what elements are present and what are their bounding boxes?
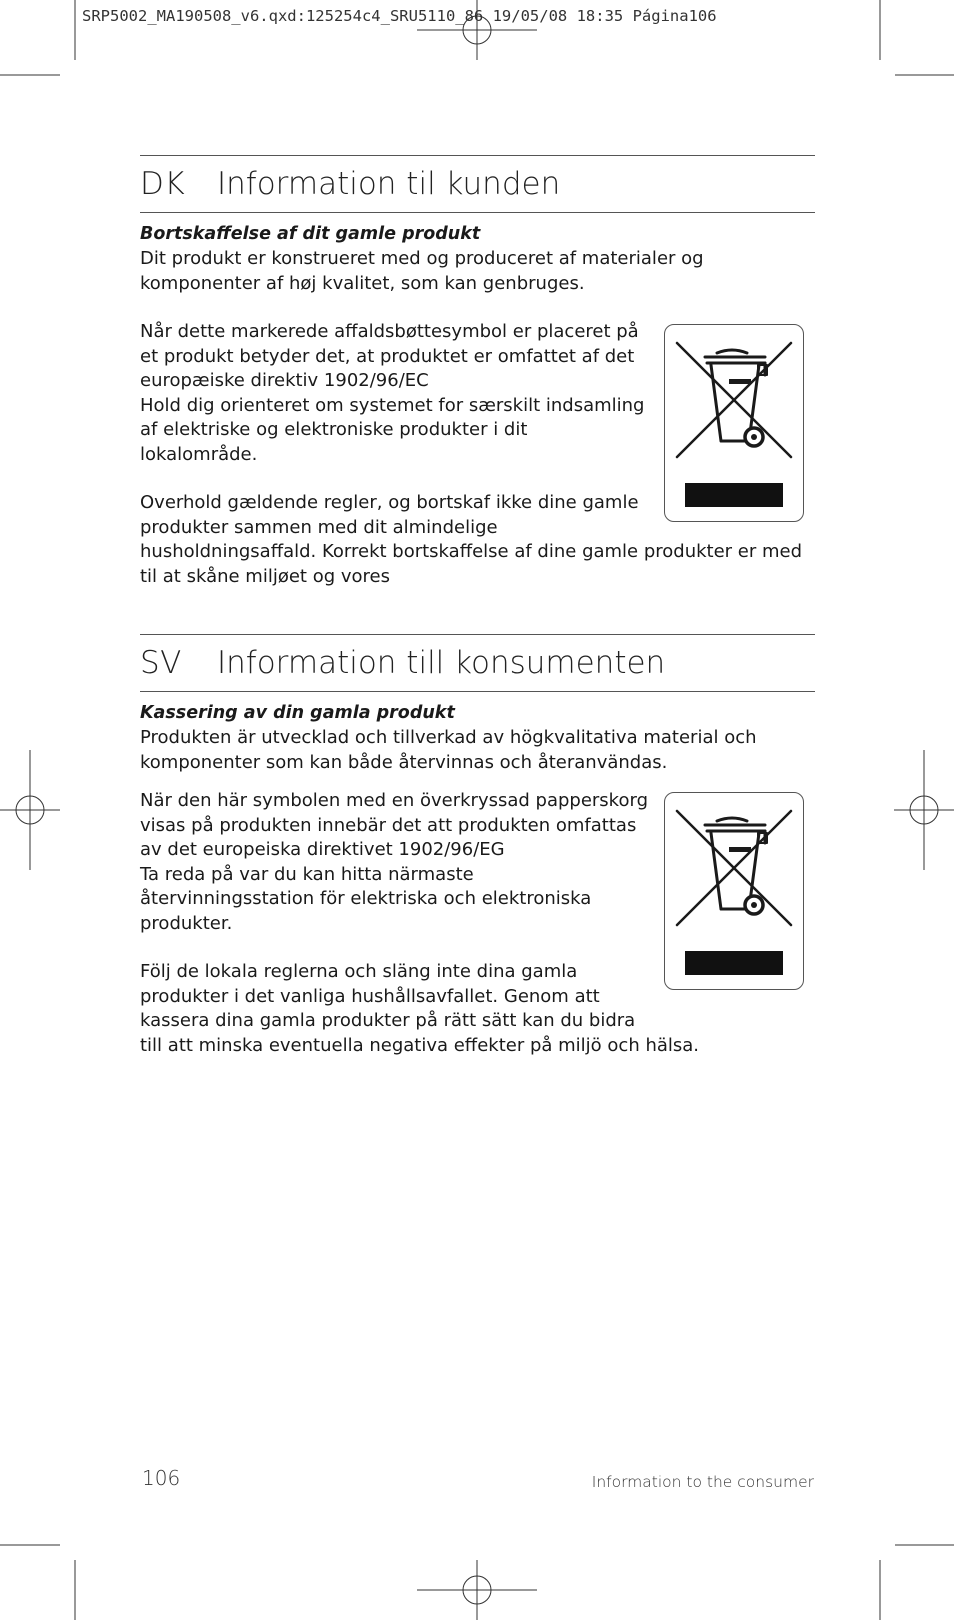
paragraph: Når dette markerede affaldsbøttesymbol er placeret på et produkt betyder det, at produktet er omfattet af det europæiske direktiv 1902/96/EC bbox=[140, 321, 639, 391]
printer-slug: SRP5002_MA190508_v6.qxd:125254c4_SRU5110_86 19/05/08 18:35 Página106 bbox=[82, 7, 717, 25]
paragraph: När den här symbolen med en överkryssad papperskorg visas på produkten innebär det att produkten omfattas av det europeiska direktivet 1902/96/EG bbox=[140, 790, 648, 860]
paragraph: Ta reda på var du kan hitta närmaste återvinningsstation för elektriska och elektroniska produkter. bbox=[140, 863, 592, 934]
section-header bbox=[140, 634, 815, 692]
paragraph: Produkten är utvecklad och tillverkad av högkvalitativa material och komponenter som kan både återvinnas och återanvändas. bbox=[140, 727, 757, 773]
paragraph: Följ de lokala reglerna och släng inte dina gamla produkter i det vanliga hushållsavfallet. Genom att kassera dina gamla produkter på rätt sätt kan du bidra bbox=[140, 961, 636, 1031]
paragraph: Overhold gældende regler, og bortskaf ikke dine gamle produkter sammen med dit almindelige bbox=[140, 492, 639, 538]
crossed-out-wheelie-bin-icon bbox=[664, 324, 804, 522]
registration-mark-icon bbox=[0, 750, 60, 870]
language-code: DK bbox=[140, 166, 186, 202]
language-code: SV bbox=[140, 645, 182, 681]
paragraph: husholdningsaffald. Korrekt bortskaffelse af dine gamle produkter er med til at skåne miljøet og vores bbox=[140, 541, 803, 587]
registration-mark-icon bbox=[417, 1560, 537, 1620]
paragraph: Hold dig orienteret om systemet for særskilt indsamling af elektriske og elektroniske produkter i dit lokalområde. bbox=[140, 394, 645, 465]
paragraph: till att minska eventuella negativa effekter på miljö och hälsa. bbox=[140, 1034, 700, 1056]
section-title: Information till konsumenten bbox=[217, 645, 666, 681]
subheading: Kassering av din gamla produkt bbox=[140, 703, 455, 723]
page-number: 106 bbox=[142, 1466, 181, 1490]
registration-mark-icon bbox=[894, 750, 954, 870]
section-header bbox=[140, 155, 815, 213]
subheading: Bortskaffelse af dit gamle produkt bbox=[140, 224, 481, 244]
section-title: Information til kunden bbox=[217, 166, 561, 202]
crossed-out-wheelie-bin-icon bbox=[664, 792, 804, 990]
footer-title: Information to the consumer bbox=[591, 1473, 814, 1491]
registration-mark-icon bbox=[417, 0, 537, 60]
paragraph: Dit produkt er konstrueret med og produceret af materialer og komponenter af høj kvalitet, som kan genbruges. bbox=[140, 248, 704, 294]
